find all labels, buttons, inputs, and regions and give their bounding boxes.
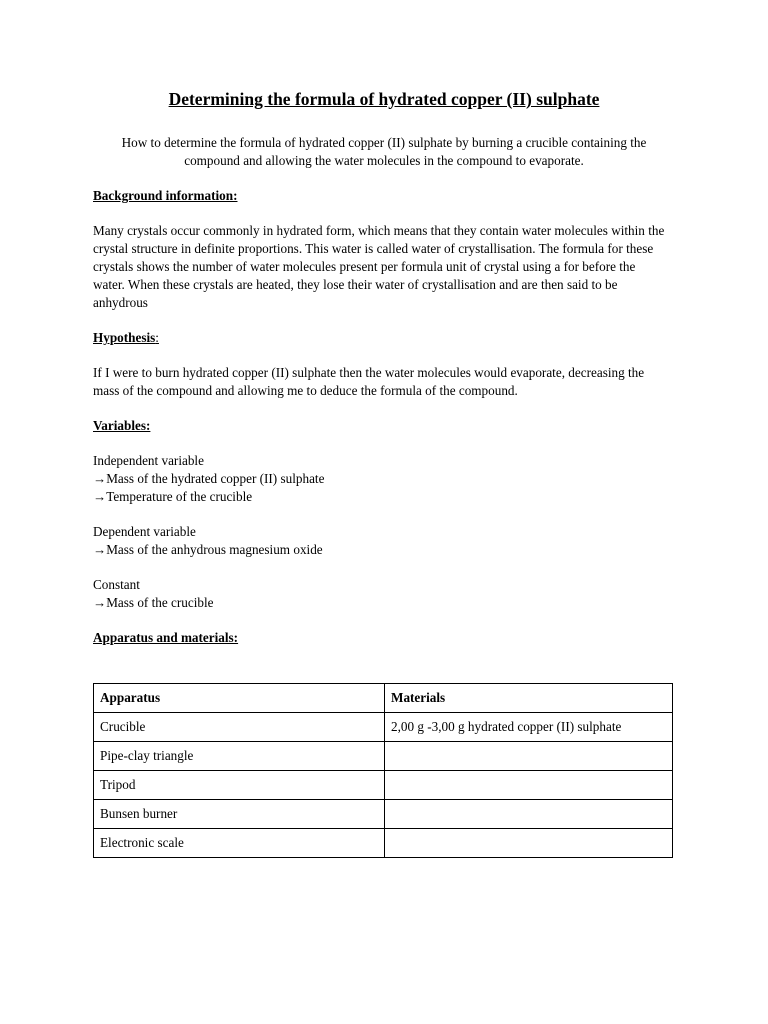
- dependent-variable-label: Dependent variable: [93, 524, 196, 539]
- materials-cell: [385, 771, 673, 800]
- variables-heading: Variables:: [93, 418, 151, 433]
- dependent-variable-item: →Mass of the anhydrous magnesium oxide: [93, 542, 323, 557]
- background-paragraph: Many crystals occur commonly in hydrated form, which means that they contain water molecules within the crystal structure in definite proportions. This water is called water of crystallisation. The formula for these crystals shows the number of water molecules present per formula unit of crystal using a for before the water. When these crystals are heated, they lose their water of crystallisation and are then said to be anhydrous: [93, 223, 665, 310]
- hypothesis-heading-text: Hypothesis: [93, 330, 156, 345]
- table-row: [94, 771, 673, 800]
- table-row: [94, 742, 673, 771]
- hypothesis-paragraph: If I were to burn hydrated copper (II) sulphate then the water molecules would evaporate, decreasing the mass of the compound and allowing me to deduce the formula of the compound.: [93, 365, 645, 398]
- materials-cell: [385, 829, 673, 858]
- materials-cell: 2,00 g -3,00 g hydrated copper (II) sulphate: [385, 713, 673, 742]
- apparatus-heading: Apparatus and materials:: [93, 630, 239, 645]
- independent-variable-label: Independent variable: [93, 453, 204, 468]
- apparatus-cell: Crucible: [94, 713, 385, 742]
- apparatus-cell: Electronic scale: [94, 829, 385, 858]
- table-header-row: [94, 684, 673, 713]
- constant-variable-item: →Mass of the crucible: [93, 595, 214, 610]
- column-header-materials: Materials: [385, 684, 673, 713]
- hypothesis-heading-colon: :: [155, 330, 159, 345]
- constant-variable-label: Constant: [93, 577, 140, 592]
- column-header-apparatus: Apparatus: [94, 684, 385, 713]
- table-row: [94, 800, 673, 829]
- materials-cell: [385, 742, 673, 771]
- intro-paragraph: How to determine the formula of hydrated copper (II) sulphate by burning a crucible containing the compound and allowing the water molecules in the compound to evaporate.: [121, 135, 647, 168]
- background-heading: Background information:: [93, 188, 238, 203]
- apparatus-table: [93, 683, 673, 858]
- apparatus-cell: Pipe-clay triangle: [94, 742, 385, 771]
- document-title: Determining the formula of hydrated copper (II) sulphate: [168, 89, 600, 109]
- materials-cell: [385, 800, 673, 829]
- table-row: [94, 829, 673, 858]
- independent-variable-item: →Mass of the hydrated copper (II) sulphate: [93, 471, 325, 486]
- apparatus-cell: Bunsen burner: [94, 800, 385, 829]
- hypothesis-heading: [93, 329, 159, 347]
- table-row: [94, 713, 673, 742]
- independent-variable-item: →Temperature of the crucible: [93, 489, 253, 504]
- apparatus-cell: Tripod: [94, 771, 385, 800]
